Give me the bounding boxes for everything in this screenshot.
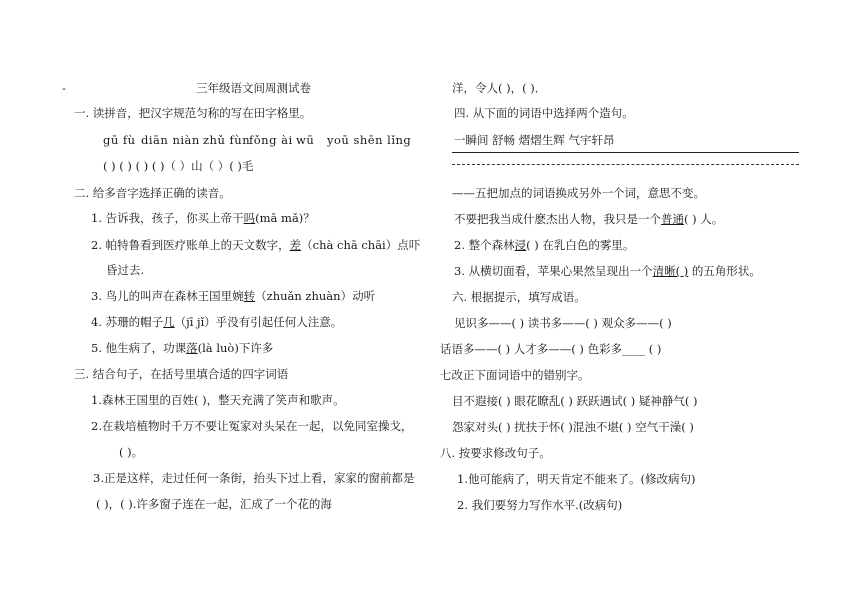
q4-heading: 四. 从下面的词语中选择两个造句。 <box>454 106 634 120</box>
q4-answer-line-2[interactable] <box>452 164 799 165</box>
q3-line-1[interactable]: 1.森林王国里的百姓( )，整天充满了笑声和歌声。 <box>91 393 345 407</box>
q7-heading: 七改正下面词语中的错别字。 <box>440 368 590 382</box>
q2-item-2: 2. 帕特鲁看到医疗账单上的天文数字，差（chà chā chāi）点吓 <box>91 238 421 252</box>
q3-line-5[interactable]: ( )，( ).许多窗子连在一起，汇成了一个花的海 <box>96 497 332 511</box>
q1-pinyin-2: diān niàn <box>141 133 200 147</box>
q1-pinyin-3: zhǔ fùn <box>203 133 251 147</box>
q6-row-2[interactable]: 话语多——( ) 人才多——( ) 色彩多____ ( ) <box>440 342 662 356</box>
q2-item-5: 5. 他生病了，功课落(là luò)下许多 <box>91 341 274 355</box>
q6-row-1[interactable]: 见识多——( ) 读书多——( ) 观众多——( ) <box>454 316 672 330</box>
q1-answer-blanks[interactable]: ( ) ( ) ( ) ( )（ ）山（ ）( )毛 <box>103 159 254 173</box>
header-dash: - <box>62 81 66 95</box>
q8-heading: 八. 按要求修改句子。 <box>440 446 551 460</box>
q5-item-2: 2. 整个森林浸( ) 在乳白色的雾里。 <box>454 238 635 252</box>
q3-line-5-cont[interactable]: 洋，令人( )，( )． <box>452 81 547 95</box>
q4-word-list: 一瞬间 舒畅 熠熠生辉 气宇轩昂 <box>454 133 615 147</box>
q2-item-2-cont: 昏过去. <box>106 263 145 277</box>
q7-row-2[interactable]: 怨家对头( ) 扰扶于怀( )混浊不堪( ) 空气干澡( ) <box>452 420 694 434</box>
q1-pinyin-1: gū fù <box>103 133 136 147</box>
q8-item-2: 2. 我们要努力写作水平.(改病句) <box>457 498 623 512</box>
q8-item-1: 1.他可能病了，明天肯定不能来了。(修改病句) <box>457 472 696 486</box>
q2-item-3: 3. 鸟儿的叫声在森林王国里婉转（zhuǎn zhuàn）动听 <box>91 289 376 303</box>
page-title: 三年级语文间周测试卷 <box>196 81 311 95</box>
q1-pinyin-4: fǒng ài <box>249 133 293 147</box>
q1-pinyin-5: wū <box>296 133 315 147</box>
q5-item-1: 不要把我当成什麽杰出人物，我只是一个普通( ) 人。 <box>454 212 724 226</box>
q3-line-2: 2.在栽培植物时千万不要让冤家对头呆在一起，以免同室操戈， <box>91 419 413 433</box>
q5-heading: ——五把加点的词语换成另外一个词，意思不变。 <box>452 186 705 200</box>
q2-item-4: 4. 苏珊的帽子几（jī jǐ）乎没有引起任何人注意。 <box>91 315 343 329</box>
q3-line-4: 3.正是这样，走过任何一条街，抬头下过上看，家家的窗前都是 <box>93 471 415 485</box>
q2-item-1: 1. 告诉我，孩子，你买上帝干吗(mā mǎ)？ <box>91 211 315 225</box>
q5-item-3: 3. 从横切面看，苹果心果然呈现出一个清晰( ) 的五角形状。 <box>454 264 761 278</box>
q1-pinyin-6: yoū shēn lǐng <box>327 133 412 147</box>
q2-heading: 二. 给多音字选择正确的读音。 <box>74 186 231 200</box>
q4-answer-line-1[interactable] <box>452 152 799 153</box>
q6-heading: 六. 根据提示，填写成语。 <box>452 290 586 304</box>
q3-heading: 三. 结合句子，在括号里填合适的四字词语 <box>74 367 289 381</box>
q1-heading: 一. 读拼音，把汉字规范匀称的写在田字格里。 <box>74 106 312 120</box>
q7-row-1[interactable]: 目不遐接( ) 眼花瞭乱( ) 跃跃遇试( ) 疑神静气( ) <box>452 394 698 408</box>
q3-line-3[interactable]: ( )。 <box>119 445 144 459</box>
